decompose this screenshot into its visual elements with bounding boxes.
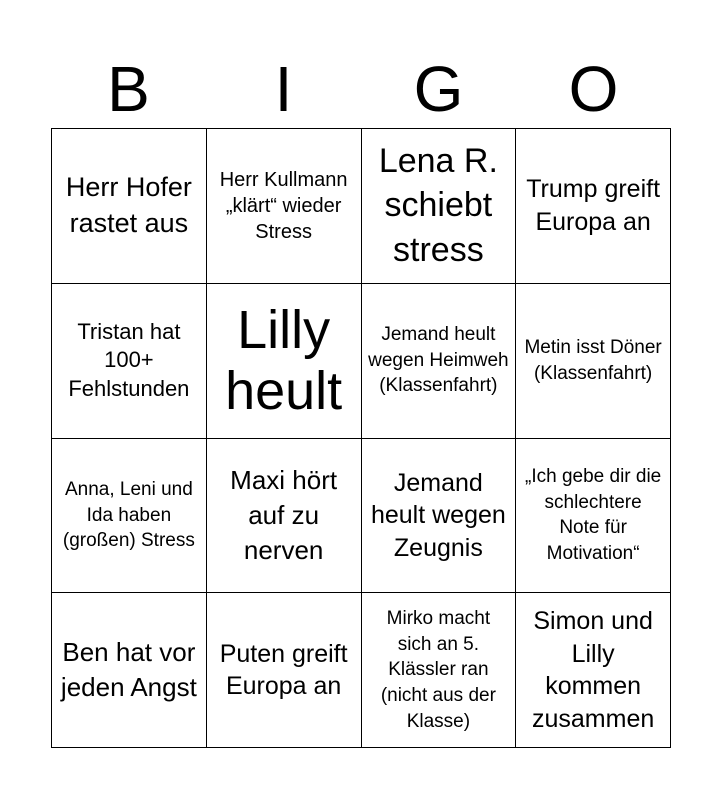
bingo-cell-15[interactable]: Mirko macht sich an 5. Klässler ran (nicht aus der Klasse)	[362, 593, 517, 748]
bingo-cell-11[interactable]: Jemand heult wegen Zeugnis	[362, 439, 517, 594]
bingo-grid	[51, 128, 671, 748]
header-letter-o: O	[568, 53, 619, 125]
header-letter-b: B	[107, 53, 150, 125]
bingo-cell-16[interactable]: Simon und Lilly kommen zusammen	[516, 593, 671, 748]
bingo-cell-3[interactable]: Lena R. schiebt stress	[362, 129, 517, 284]
bingo-cell-8[interactable]: Metin isst Döner (Klassenfahrt)	[516, 284, 671, 439]
bingo-cell-12[interactable]: „Ich gebe dir die schlechtere Note für Motivation“	[516, 439, 671, 594]
bingo-cell-13[interactable]: Ben hat vor jeden Angst	[52, 593, 207, 748]
bingo-cell-14[interactable]: Puten greift Europa an	[207, 593, 362, 748]
bingo-header	[51, 50, 671, 128]
bingo-cell-1[interactable]: Herr Hofer rastet aus	[52, 129, 207, 284]
bingo-cell-2[interactable]: Herr Kullmann „klärt“ wieder Stress	[207, 129, 362, 284]
bingo-cell-10[interactable]: Maxi hört auf zu nerven	[207, 439, 362, 594]
bingo-cell-9[interactable]: Anna, Leni und Ida haben (großen) Stress	[52, 439, 207, 594]
header-letter-g: G	[413, 53, 464, 125]
bingo-cell-7[interactable]: Jemand heult wegen Heimweh (Klassenfahrt)	[362, 284, 517, 439]
header-letter-i: I	[274, 53, 293, 125]
bingo-cell-5[interactable]: Tristan hat 100+ Fehlstunden	[52, 284, 207, 439]
bingo-cell-6[interactable]: Lilly heult	[207, 284, 362, 439]
bingo-cell-4[interactable]: Trump greift Europa an	[516, 129, 671, 284]
